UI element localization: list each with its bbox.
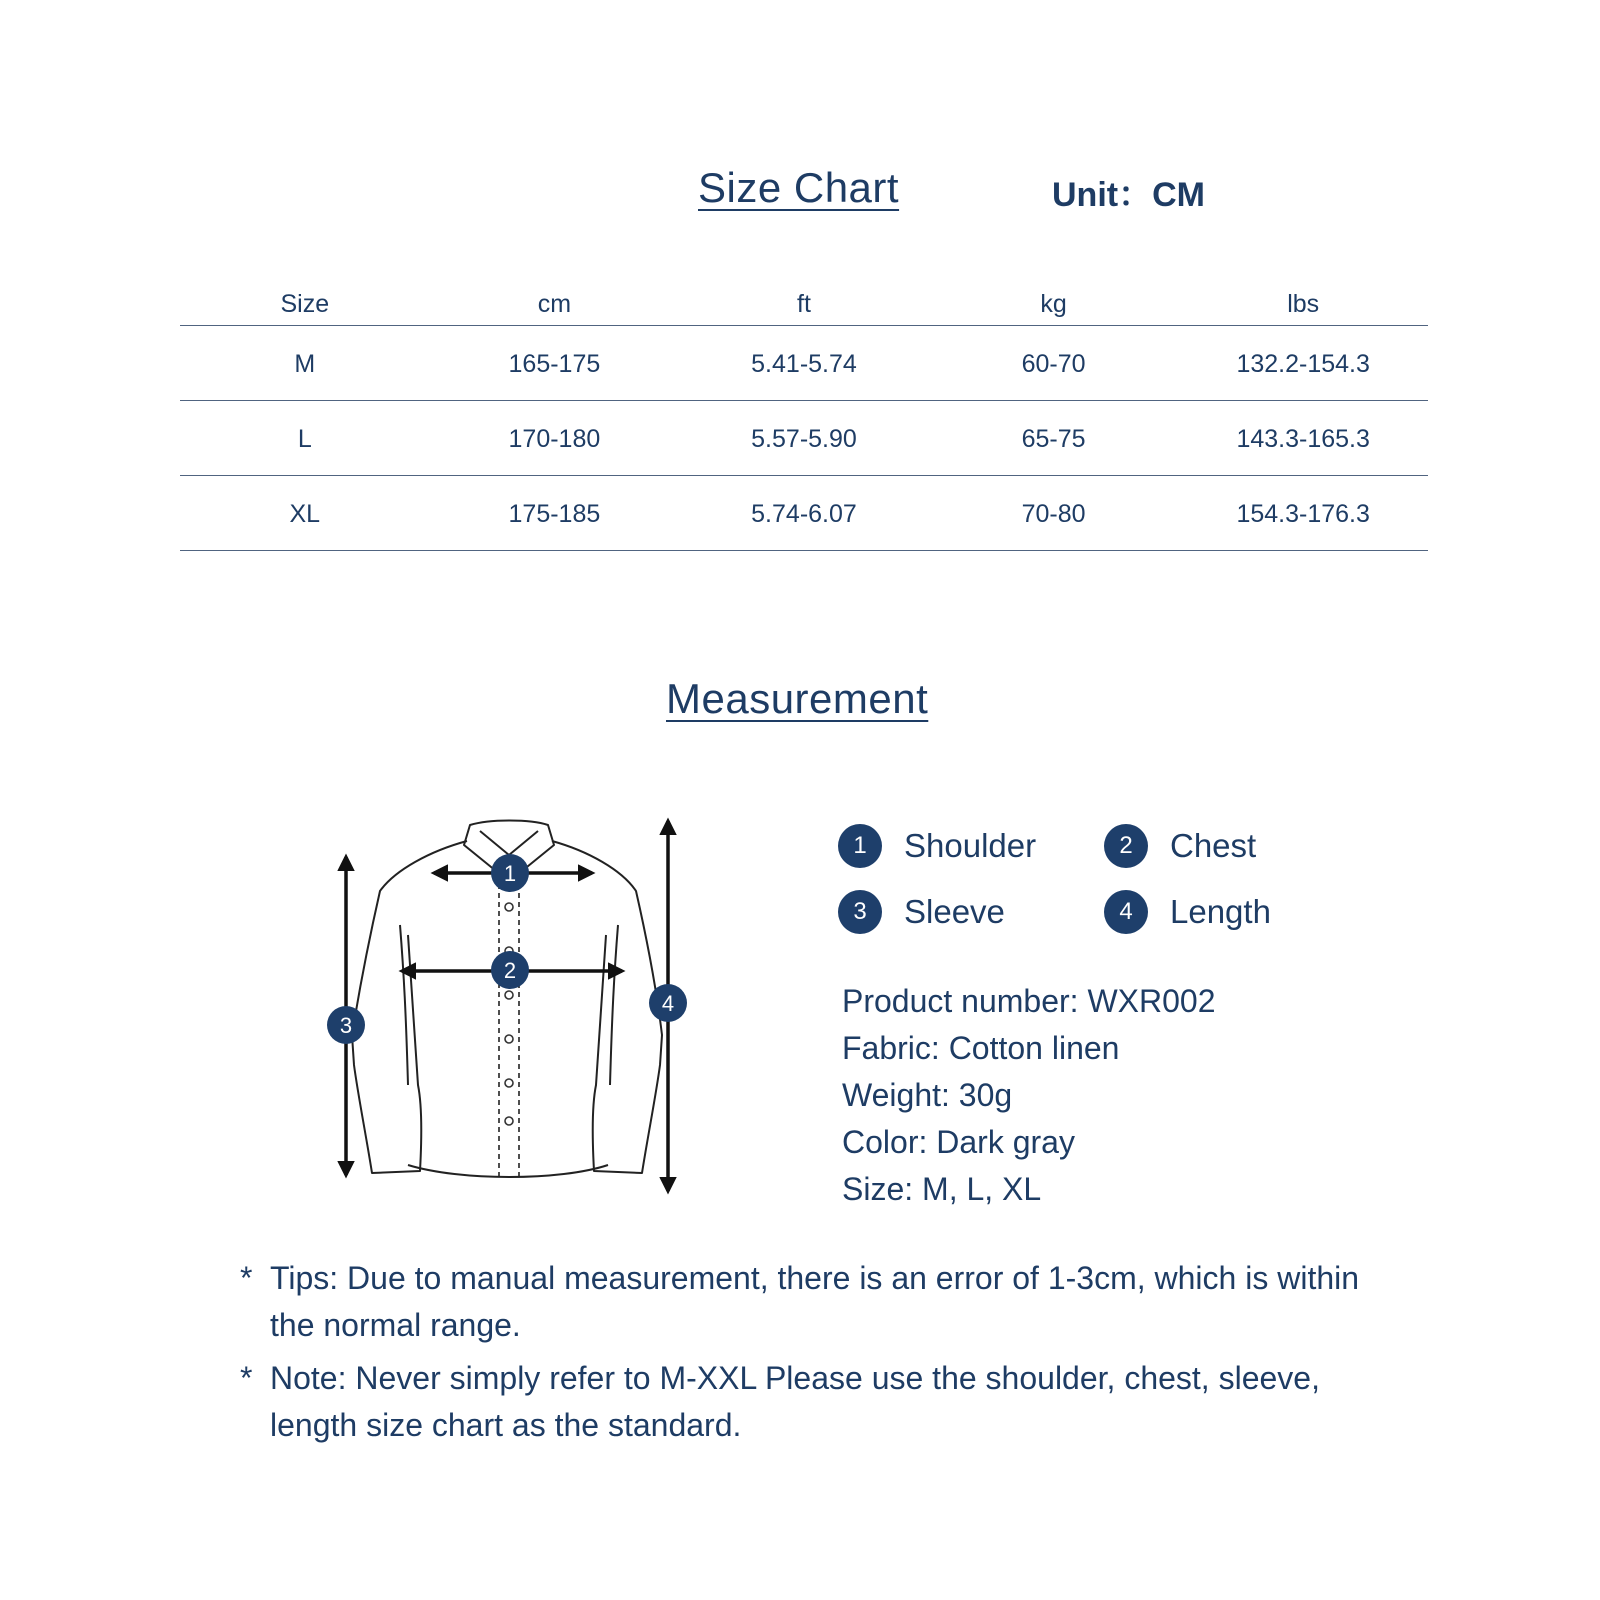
cell-size: XL [180,476,430,551]
product-info [842,978,1216,1213]
shirt-diagram [310,815,710,1205]
legend-label: Length [1170,893,1271,930]
cell-ft: 5.41-5.74 [679,326,929,401]
badge-4-icon: 4 [661,991,675,1016]
number-badge-icon: 2 [1104,824,1148,868]
col-size: Size [180,283,430,326]
tip-text: Tips: Due to manual measurement, there is an error of 1-3cm, which is within the normal range. [270,1260,1360,1343]
standard-note [240,1355,1390,1449]
col-cm: cm [430,283,680,326]
cell-lbs: 132.2-154.3 [1178,326,1428,401]
cell-size: L [180,401,430,476]
cell-ft: 5.57-5.90 [679,401,929,476]
product-weight: Weight: 30g [842,1077,1013,1113]
col-kg: kg [929,283,1179,326]
legend-label: Chest [1170,827,1257,864]
measurement-title: Measurement [666,675,929,722]
badge-3-icon: 3 [339,1013,353,1038]
asterisk: * [240,1360,253,1396]
note-text: Note: Never simply refer to M-XXL Please use the shoulder, chest, sleeve, length size chart as the standard. [270,1360,1320,1443]
product-fabric: Fabric: Cotton linen [842,1030,1120,1066]
shirt-buttons [505,903,513,1125]
legend-length [1104,890,1271,934]
cell-lbs: 154.3-176.3 [1178,476,1428,551]
badge-1-icon: 1 [503,861,517,886]
cell-kg: 60-70 [929,326,1179,401]
legend-label: Sleeve [904,893,1005,930]
badge-2-icon: 2 [503,958,517,983]
cell-cm: 170-180 [430,401,680,476]
col-ft: ft [679,283,929,326]
number-badge-icon: 3 [838,890,882,934]
unit-label: Unit：CM [1052,176,1205,214]
cell-size: M [180,326,430,401]
size-chart-title: Size Chart [698,164,900,211]
cell-cm: 165-175 [430,326,680,401]
cell-kg: 70-80 [929,476,1179,551]
number-badge-icon: 1 [838,824,882,868]
product-color: Color: Dark gray [842,1124,1075,1160]
table-row [180,476,1428,551]
table-row [180,401,1428,476]
table-row [180,326,1428,401]
cell-ft: 5.74-6.07 [679,476,929,551]
cell-kg: 65-75 [929,401,1179,476]
col-lbs: lbs [1178,283,1428,326]
legend-shoulder [838,824,1036,868]
tip-note [240,1255,1390,1349]
product-number: Product number: WXR002 [842,983,1216,1019]
legend-label: Shoulder [904,827,1037,864]
product-size: Size: M, L, XL [842,1171,1042,1207]
number-badge-icon: 4 [1104,890,1148,934]
asterisk: * [240,1260,253,1296]
cell-lbs: 143.3-165.3 [1178,401,1428,476]
size-table [180,283,1428,551]
cell-cm: 175-185 [430,476,680,551]
legend-chest [1104,824,1256,868]
notes [240,1255,1390,1455]
legend-sleeve [838,890,1005,934]
table-header-row [180,283,1428,326]
